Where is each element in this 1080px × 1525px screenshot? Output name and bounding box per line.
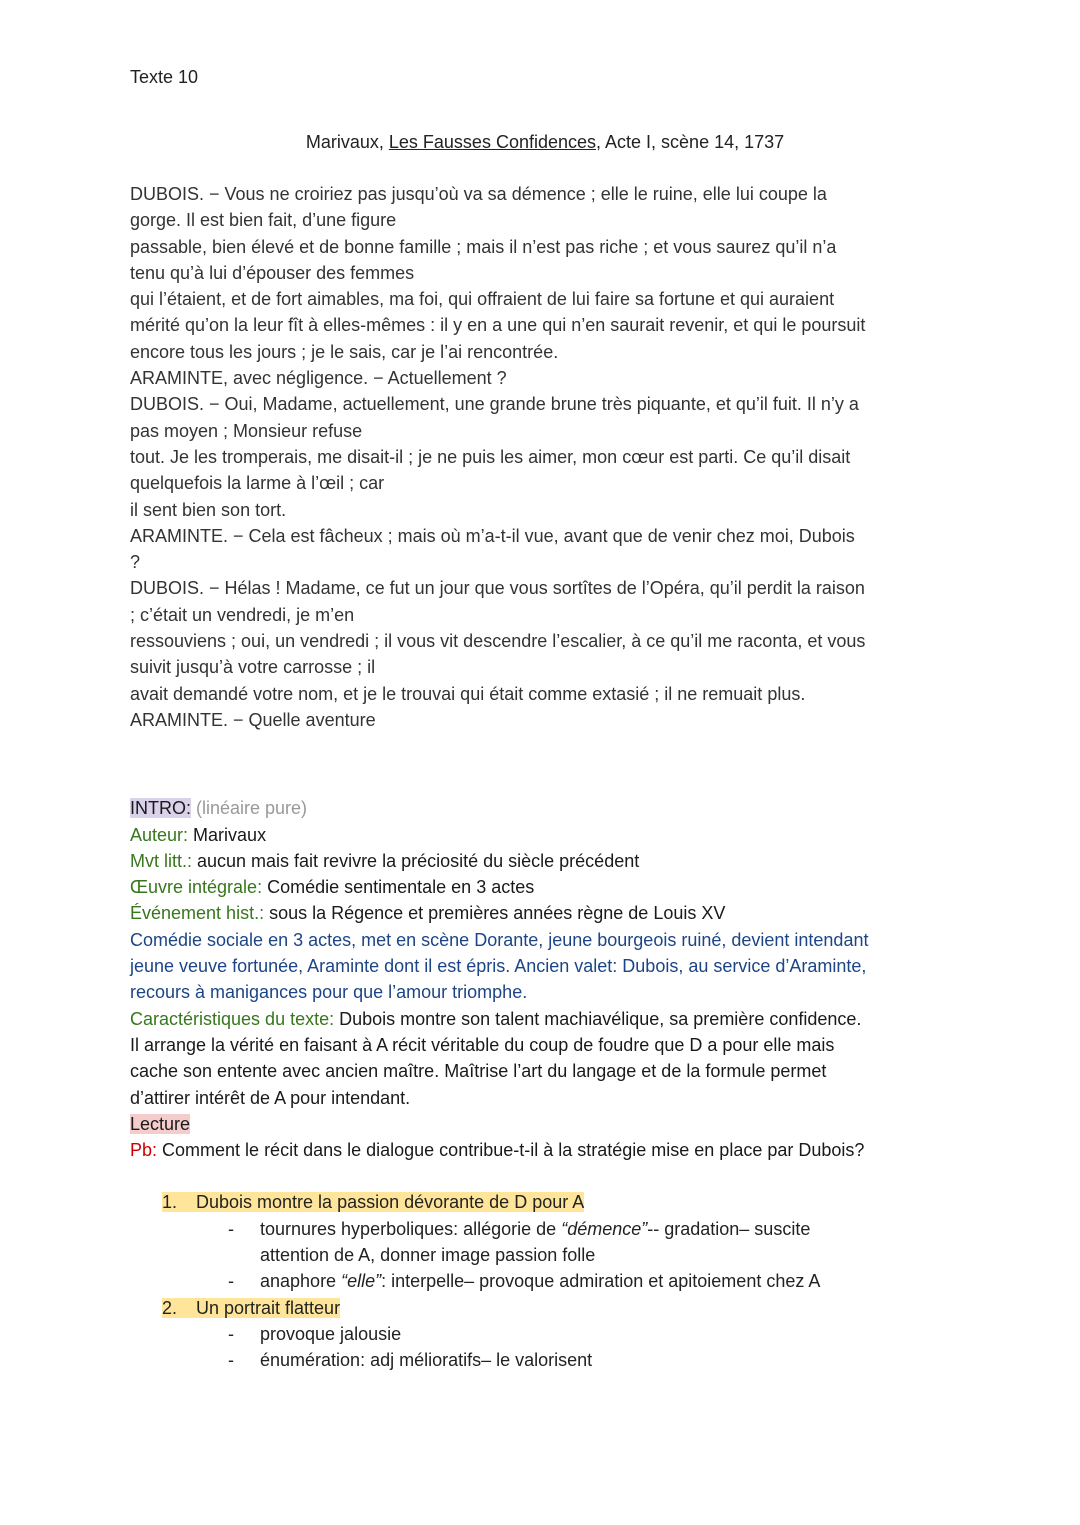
plan-section xyxy=(130,1189,960,1373)
play-line: quelquefois la larme à l’œil ; car xyxy=(130,473,385,494)
play-line: tenu qu’à lui d’épouser des femmes xyxy=(130,262,415,283)
plan-part-1-heading xyxy=(162,1192,584,1212)
intro-section xyxy=(130,795,960,1163)
bullet-text-part: -- gradation– suscite xyxy=(647,1218,811,1239)
lecture-line xyxy=(130,1111,960,1137)
play-line: ; c’était un vendredi, je m’en xyxy=(130,604,355,625)
plan-part-1-number: 1. xyxy=(162,1192,178,1213)
plan-part-2 xyxy=(162,1295,960,1321)
movement-label: Mvt litt.: xyxy=(130,850,192,871)
bullet-text-part: tournures hyperboliques: allégorie de xyxy=(260,1218,562,1239)
carac-line: cache son entente avec ancien maître. Maîtrise l’art du langage et de la formule permet xyxy=(130,1061,827,1082)
event-value: sous la Régence et premières années règne de Louis XV xyxy=(264,903,726,924)
bullet-dash: - xyxy=(228,1350,234,1371)
play-line: ARAMINTE, avec négligence. − Actuellement ? xyxy=(130,368,507,389)
oeuvre-value: Comédie sentimentale en 3 actes xyxy=(262,877,535,898)
play-line: mérité qu’on la leur fît à elles-mêmes : il y en a une qui n’en saurait revenir, et qui le poursuit xyxy=(130,315,866,336)
summary-line: jeune veuve fortunée, Araminte dont il est épris. Ancien valet: Dubois, au service d’Araminte, xyxy=(130,956,867,977)
plan-part-2-title: Un portrait flatteur xyxy=(196,1297,341,1318)
plan-part-2-number: 2. xyxy=(162,1297,178,1318)
play-line: suivit jusqu’à votre carrosse ; il xyxy=(130,657,376,678)
bullet-text: énumération: adj mélioratifs– le valorisent xyxy=(260,1350,593,1371)
play-line: ARAMINTE. − Cela est fâcheux ; mais où m’a-t-il vue, avant que de venir chez moi, Dubois xyxy=(130,525,855,546)
plan-bullet xyxy=(130,1347,960,1373)
play-line: tout. Je les tromperais, me disait-il ; je ne puis les aimer, mon cœur est parti. Ce qu’il disait xyxy=(130,446,851,467)
plan-part-1 xyxy=(162,1189,960,1215)
bullet-text xyxy=(260,1219,810,1239)
play-line: DUBOIS. − Oui, Madame, actuellement, une grande brune très piquante, et qu’il fuit. Il n’y a xyxy=(130,394,859,415)
play-line: encore tous les jours ; je le sais, car je l’ai rencontrée. xyxy=(130,341,559,362)
title-rest: , Acte I, scène 14, 1737 xyxy=(596,132,785,152)
bullet-text-part: : interpelle– provoque admiration et apitoiement chez A xyxy=(381,1271,821,1292)
play-line: pas moyen ; Monsieur refuse xyxy=(130,420,363,441)
author-value: Marivaux xyxy=(188,824,267,845)
problematique-value: Comment le récit dans le dialogue contribue-t-il à la stratégie mise en place par Dubois? xyxy=(157,1140,865,1161)
problematique-line xyxy=(130,1137,960,1163)
bullet-quote: “elle” xyxy=(341,1271,382,1292)
title-author: Marivaux, xyxy=(305,132,384,152)
play-line: DUBOIS. − Vous ne croiriez pas jusqu’où va sa démence ; elle le ruine, elle lui coupe la xyxy=(130,184,827,204)
author-label: Auteur: xyxy=(130,824,189,845)
plan-part-2-heading xyxy=(162,1298,340,1318)
intro-event-line xyxy=(130,900,960,926)
oeuvre-label: Œuvre intégrale: xyxy=(130,877,263,898)
document-label: Texte 10 xyxy=(130,67,199,87)
bullet-text: provoque jalousie xyxy=(260,1323,402,1344)
intro-author-line xyxy=(130,822,960,848)
intro-oeuvre-line xyxy=(130,874,960,900)
event-label: Événement hist.: xyxy=(130,903,265,924)
plan-bullet xyxy=(130,1216,960,1269)
text-title xyxy=(130,129,960,155)
lecture-label: Lecture xyxy=(130,1113,191,1134)
summary-line: recours à manigances pour que l’amour triomphe. xyxy=(130,982,528,1003)
carac-line: Il arrange la vérité en faisant à A récit véritable du coup de foudre que D a pour elle mais xyxy=(130,1034,835,1055)
carac-line: d’attirer intérêt de A pour intendant. xyxy=(130,1087,411,1108)
bullet-text-continued: attention de A, donner image passion folle xyxy=(260,1244,596,1265)
title-work: Les Fausses Confidences xyxy=(388,132,597,152)
play-line: DUBOIS. − Hélas ! Madame, ce fut un jour que vous sortîtes de l’Opéra, qu’il perdit la raison xyxy=(130,578,865,599)
play-line: passable, bien élevé et de bonne famille ; mais il n’est pas riche ; et vous saurez qu’il n’a xyxy=(130,236,837,257)
plan-bullet xyxy=(130,1321,960,1347)
play-line: gorge. Il est bien fait, d’une figure xyxy=(130,210,397,231)
play-line: avait demandé votre nom, et je le trouvai qui était comme extasié ; il ne remuait plus. xyxy=(130,683,806,704)
bullet-dash: - xyxy=(228,1271,234,1292)
bullet-text-part: anaphore xyxy=(260,1271,342,1292)
intro-heading: INTRO: xyxy=(130,798,191,819)
problematique-label: Pb: xyxy=(130,1140,158,1161)
carac-label: Caractéristiques du texte: xyxy=(130,1008,335,1029)
carac-first: Dubois montre son talent machiavélique, sa première confidence. xyxy=(334,1008,862,1029)
play-excerpt xyxy=(130,181,960,733)
intro-heading-line xyxy=(130,795,960,821)
movement-value: aucun mais fait revivre la préciosité du siècle précédent xyxy=(192,850,640,871)
intro-movement-line xyxy=(130,848,960,874)
play-line: il sent bien son tort. xyxy=(130,499,287,520)
play-line: ressouviens ; oui, un vendredi ; il vous vit descendre l’escalier, à ce qu’il me raconta, et vous xyxy=(130,631,866,652)
intro-carac-line xyxy=(130,1006,960,1032)
bullet-text xyxy=(260,1271,820,1291)
summary-line: Comédie sociale en 3 actes, met en scène Dorante, jeune bourgeois ruiné, devient intendant xyxy=(130,929,869,950)
play-line: ? xyxy=(130,552,141,573)
play-line: qui l’étaient, et de fort aimables, ma foi, qui offraient de lui faire sa fortune et qui auraient xyxy=(130,289,835,310)
bullet-quote: “démence” xyxy=(561,1218,648,1239)
plan-bullet xyxy=(130,1268,960,1294)
bullet-dash: - xyxy=(228,1218,234,1239)
intro-heading-note: (linéaire pure) xyxy=(191,798,308,819)
plan-part-1-title: Dubois montre la passion dévorante de D pour A xyxy=(196,1192,585,1213)
document-page xyxy=(130,64,960,1373)
bullet-dash: - xyxy=(228,1323,234,1344)
play-line: ARAMINTE. − Quelle aventure xyxy=(130,709,376,730)
